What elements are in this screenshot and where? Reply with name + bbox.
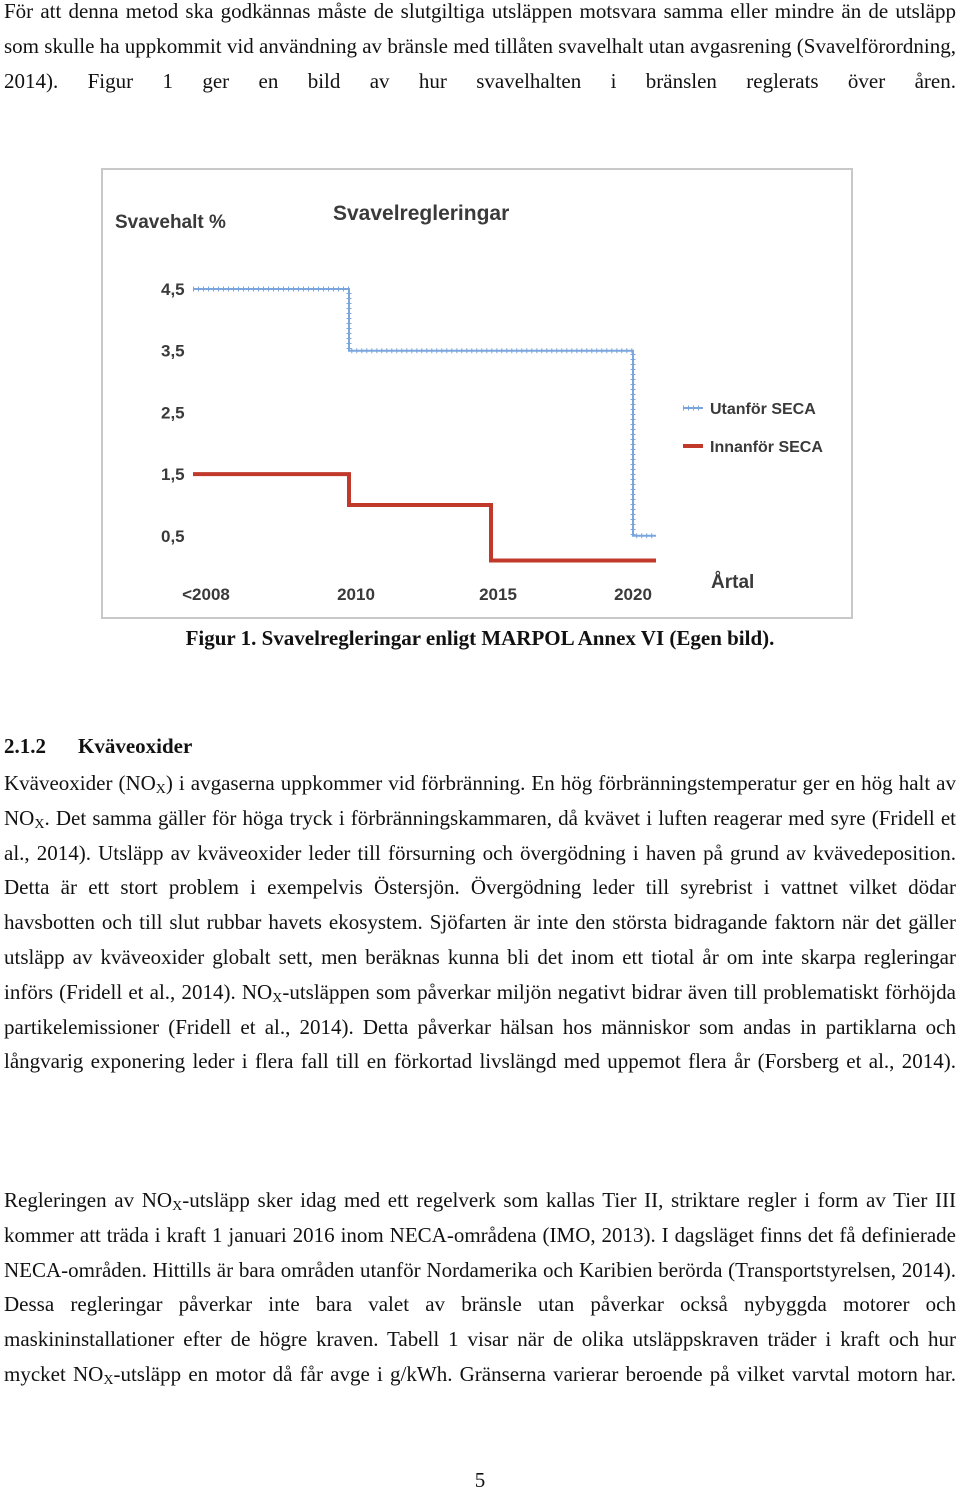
x-tick-label: <2008	[182, 585, 230, 604]
text-run: -utsläpp en motor då får avge i g/kWh. Gränserna varierar beroende på vilket varvtal motorn har.	[113, 1361, 956, 1386]
x-tick-label: 2015	[479, 585, 517, 604]
figure-caption: Figur 1. Svavelregleringar enligt MARPOL Annex VI (Egen bild).	[185, 626, 775, 650]
intro-paragraph: För att denna metod ska godkännas måste de slutgiltiga utsläppen motsvara samma eller mindre än de utsläpp som skulle ha uppkommit vid användning av bränsle med tillåten svavelhalt utan avgasrening (Svavelförordning, 2014). Figur 1 ger en bild av hur svavelhalten i bränslen reglerats över åren.	[4, 0, 956, 93]
series-line-outside-seca	[193, 289, 656, 536]
chart-xlabel: Årtal	[711, 572, 755, 593]
section-heading	[4, 734, 192, 759]
subscript: X	[34, 816, 45, 832]
subscript: X	[272, 990, 283, 1006]
x-tick-labels	[182, 585, 652, 604]
y-tick-label: 3,5	[161, 341, 185, 361]
body-paragraph-regulation	[4, 1183, 956, 1427]
x-tick-label: 2020	[614, 585, 652, 604]
subscript: X	[103, 1372, 114, 1388]
chart-series	[193, 289, 656, 560]
text-run: . Det samma gäller för höga tryck i förbränningskammaren, då kvävet i luften reagerar med syre (Fridell et al., 2014). Utsläpp av kväveoxider leder till försurning och övergödning i haven på grund av kvävedeposition. Detta är ett stort problem i exempelvis Östersjön. Övergödning leder till syrebrist i vattnet vilket dödar havsbotten och till slut rubbar havets ekosystem. Sjöfarten är inte den största bidragande faktorn när det gäller utsläpp av kväveoxider globalt sett, men beräknas kunna bli det inom ett tiotal år om inte skarpa regleringar införs (Fridell et al., 2014). NO	[4, 805, 956, 1004]
body-paragraph-nox	[4, 766, 956, 1114]
y-tick-label: 0,5	[161, 526, 185, 546]
text-run: Kväveoxider (NO	[4, 771, 156, 795]
legend-label: Innanför SECA	[710, 439, 823, 456]
text-run: -utsläppen som påverkar miljön negativt bidrar även till problematiskt förhöjda partikelemissioner (Fridell et al., 2014). Detta påverkar hälsan hos människor som andas in partiklarna och långvarig exponering leder i flera fall till en förkortad livslängd med uppemot flera år (Forsberg et al., 2014).	[4, 979, 956, 1074]
y-tick-label: 4,5	[161, 280, 185, 299]
chart-legend	[683, 401, 823, 456]
section-number: 2.1.2	[4, 734, 46, 758]
y-tick-label: 1,5	[161, 465, 185, 485]
text-run: -utsläpp sker idag med ett regelverk som kallas Tier II, striktare regler i form av Tier III kommer att träda i kraft 1 januari 2016 inom NECA-områdena (IMO, 2013). I dagsläget finns det få definierade NECA-områden. Hittills är bara områden utanför Nordamerika och Karibien berörda (Transportstyrelsen, 2014). Dessa regleringar påverkar inte bara valet av bränsle utan påverkar också nybyggda motorer och maskininstallationer efter de högre kraven. Tabell 1 visar när de olika utsläppskraven träder i kraft och hur mycket NO	[4, 1188, 956, 1386]
subscript: X	[155, 782, 166, 797]
x-tick-label: 2010	[337, 585, 375, 604]
legend-label: Utanför SECA	[710, 401, 816, 418]
chart-title: Svavelregleringar	[333, 202, 510, 225]
page-number: 5	[474, 1468, 486, 1492]
series-markers-outside-seca	[193, 289, 656, 536]
text-run: Regleringen av NO	[4, 1188, 173, 1212]
text-run: ) i avgaserna uppkommer vid förbränning. En hög förbränningstemperatur ger en hög halt av NO	[4, 771, 957, 830]
y-tick-labels	[161, 280, 185, 546]
figure-frame	[101, 168, 853, 619]
sulphur-regulation-chart	[103, 170, 851, 617]
section-title: Kväveoxider	[78, 734, 193, 758]
subscript: X	[172, 1199, 183, 1214]
y-tick-label: 2,5	[161, 403, 185, 423]
chart-ylabel: Svavehalt %	[115, 212, 226, 233]
series-line-inside-seca	[193, 474, 656, 560]
